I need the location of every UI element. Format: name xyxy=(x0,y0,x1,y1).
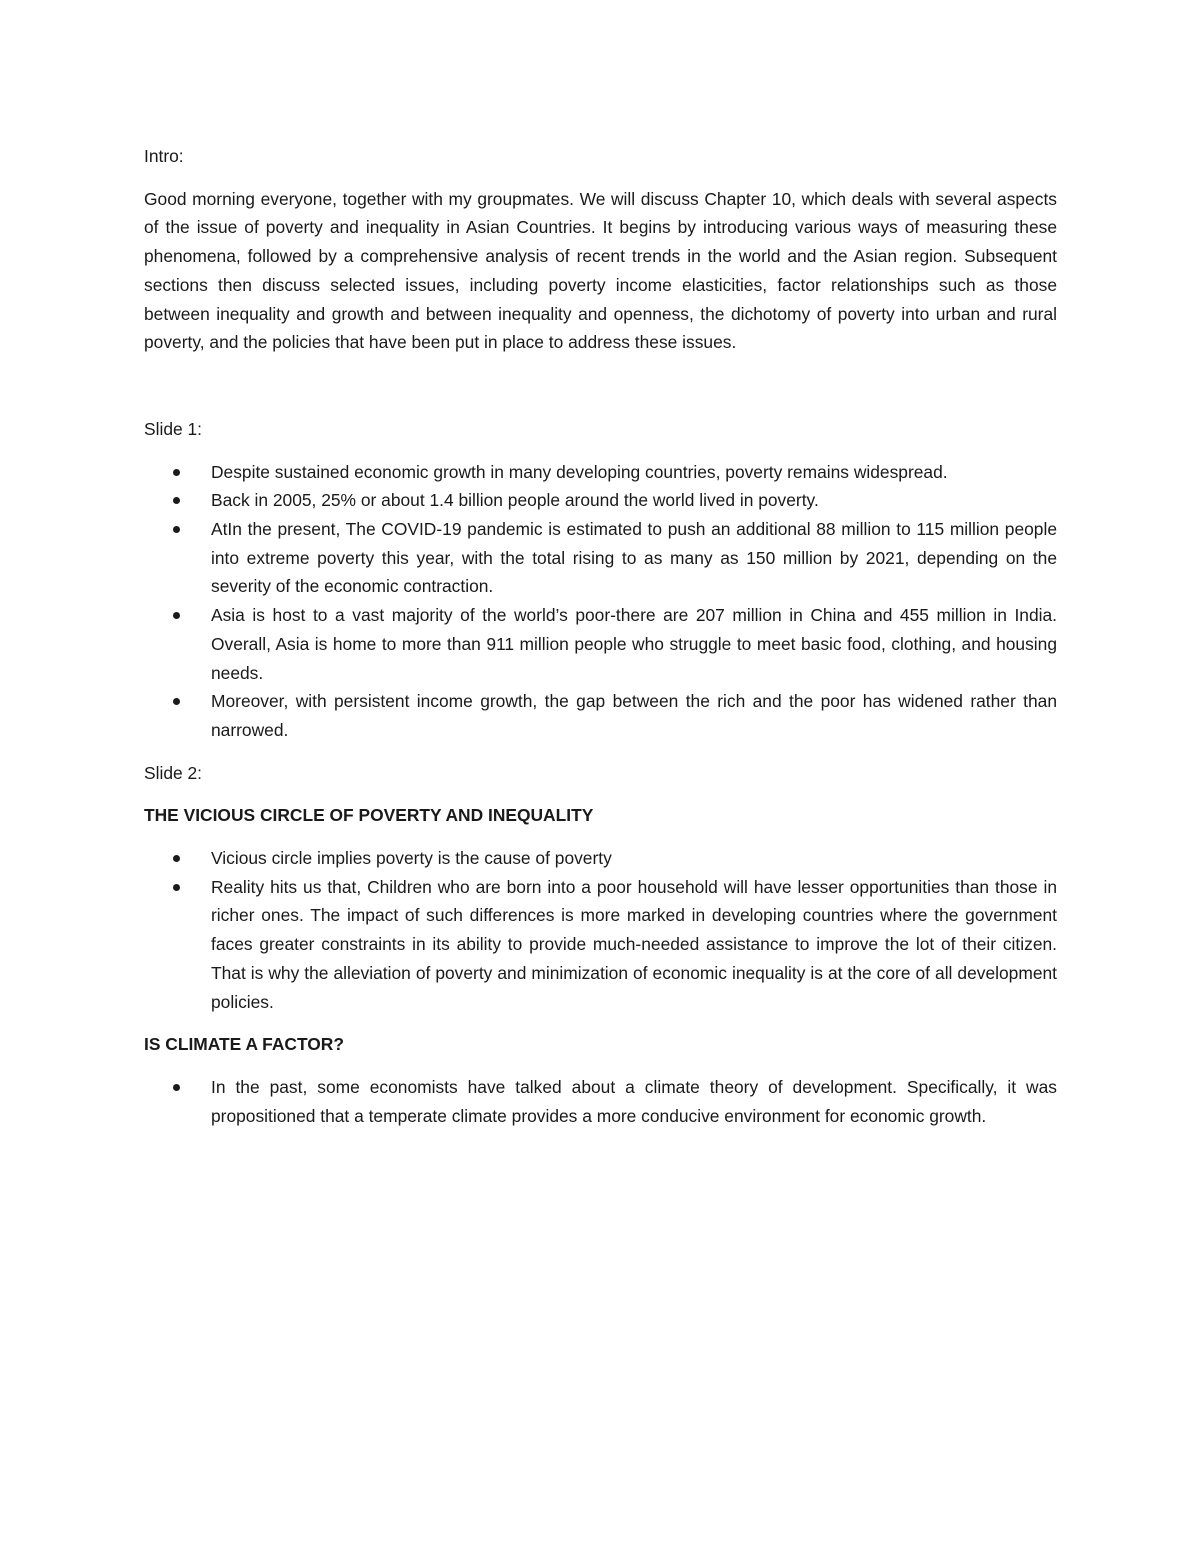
slide1-bullet-text: Despite sustained economic growth in many developing countries, poverty remains widespread. xyxy=(211,461,948,482)
slide1-bullet-text: AtIn the present, The COVID-19 pandemic is estimated to push an additional 88 million to 115 million people into extreme poverty this year, with the total rising to as many as 150 million by 2021, depending on the severity of the economic contraction. xyxy=(211,519,1057,597)
slide1-bullet-list xyxy=(144,458,1057,745)
slide1-bullet-text: Back in 2005, 25% or about 1.4 billion people around the world lived in poverty. xyxy=(211,490,819,511)
list-item xyxy=(144,687,1057,744)
slide2-bullet-text: Reality hits us that, Children who are born into a poor household will have lesser opportunities than those in richer ones. The impact of such differences is more marked in developing countries where the government faces greater constraints in its ability to provide much-needed assistance to improve the lot of their citizen. That is why the alleviation of poverty and minimization of economic inequality is at the core of all development policies. xyxy=(211,876,1057,1012)
slide1-bullet-text: Asia is host to a vast majority of the world’s poor-there are 207 million in China and 455 million in India. Overall, Asia is home to more than 911 million people who struggle to meet basic food, clothing, and housing needs. xyxy=(211,605,1057,683)
list-item xyxy=(144,1073,1057,1130)
list-item xyxy=(144,873,1057,1017)
bullet-icon xyxy=(173,698,180,705)
bullet-icon xyxy=(173,526,180,533)
bullet-icon xyxy=(173,855,180,862)
list-item xyxy=(144,486,1057,515)
climate-bullet-list xyxy=(144,1073,1057,1130)
climate-heading: IS CLIMATE A FACTOR? xyxy=(144,1034,344,1055)
list-item xyxy=(144,515,1057,601)
document-page xyxy=(144,142,1057,1130)
bullet-icon xyxy=(173,612,180,619)
slide2-bullet-text: Vicious circle implies poverty is the cause of poverty xyxy=(211,848,612,869)
list-item xyxy=(144,601,1057,687)
slide1-label: Slide 1: xyxy=(144,418,203,439)
slide1-bullet-text: Moreover, with persistent income growth, the gap between the rich and the poor has widened rather than narrowed. xyxy=(211,691,1057,740)
bullet-icon xyxy=(173,469,180,476)
list-item xyxy=(144,844,1057,873)
slide2-bullet-list xyxy=(144,844,1057,1016)
intro-label: Intro: xyxy=(144,146,184,166)
list-item xyxy=(144,458,1057,487)
climate-bullet-text: In the past, some economists have talked about a climate theory of development. Specifically, it was propositioned that a temperate climate provides a more conducive environment for economic growth. xyxy=(211,1076,1057,1126)
slide2-heading: THE VICIOUS CIRCLE OF POVERTY AND INEQUALITY xyxy=(144,805,594,826)
slide2-label: Slide 2: xyxy=(144,762,203,783)
bullet-icon xyxy=(173,1084,180,1091)
bullet-icon xyxy=(173,884,180,891)
bullet-icon xyxy=(173,497,180,504)
intro-paragraph: Good morning everyone, together with my groupmates. We will discuss Chapter 10, which deals with several aspects of the issue of poverty and inequality in Asian Countries. It begins by introducing various ways of measuring these phenomena, followed by a comprehensive analysis of recent trends in the world and the Asian region. Subsequent sections then discuss selected issues, including poverty income elasticities, factor relationships such as those between inequality and growth and between inequality and openness, the dichotomy of poverty into urban and rural poverty, and the policies that have been put in place to address these issues. xyxy=(144,188,1057,353)
